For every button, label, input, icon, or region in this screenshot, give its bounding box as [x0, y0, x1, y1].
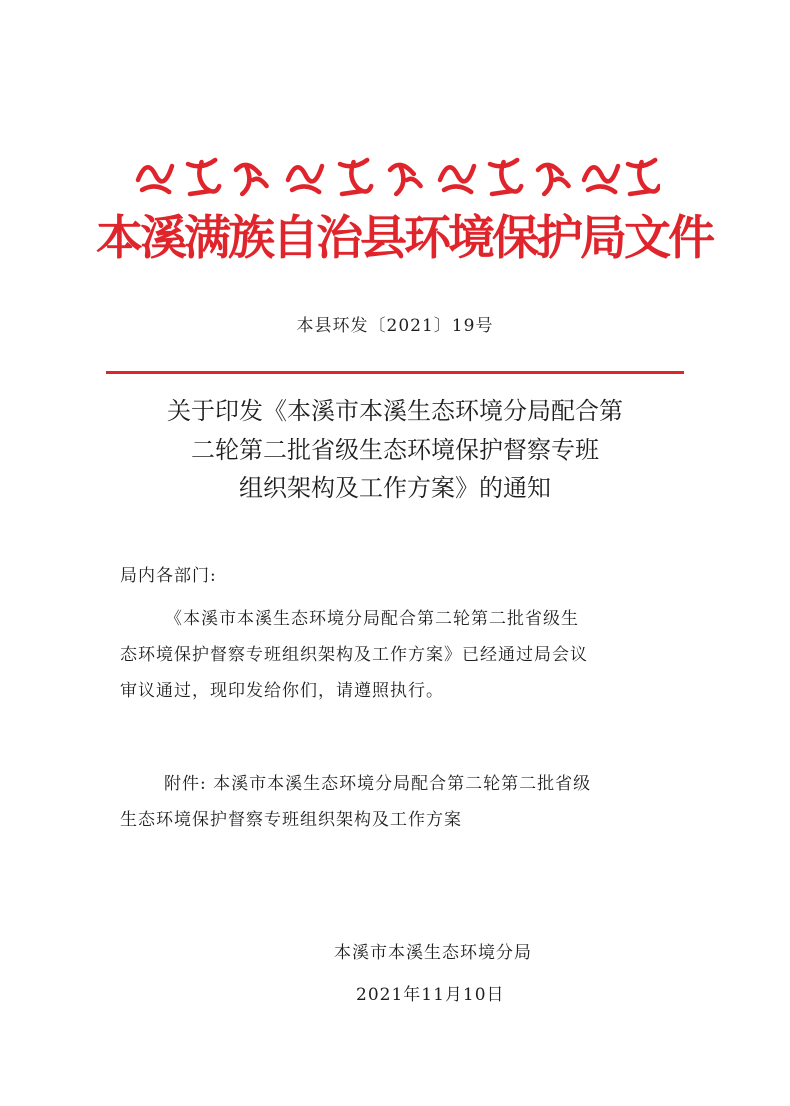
issue-date: 2021年11月10日 — [356, 985, 505, 1005]
mongolian-glyph — [236, 165, 267, 194]
mongolian-glyph — [490, 160, 521, 194]
mongolian-script-header — [128, 150, 660, 202]
issuer-name: 本溪市本溪生态环境分局 — [334, 943, 532, 963]
mongolian-glyph — [538, 165, 569, 194]
mongolian-glyph — [288, 166, 322, 192]
paragraph-line: 《本溪市本溪生态环境分局配合第二轮第二批省级生 — [165, 609, 579, 629]
mongolian-glyph — [584, 166, 618, 192]
mongolian-glyph — [390, 165, 421, 194]
notice-title — [80, 392, 710, 508]
mongolian-glyph — [340, 160, 371, 194]
attachment-line: 附件: 本溪市本溪生态环境分局配合第二轮第二批省级 — [164, 774, 592, 794]
paragraph-line: 态环境保护督察专班组织架构及工作方案》已经通过局会议 — [120, 645, 588, 665]
mongolian-glyph — [628, 160, 659, 194]
attachment-line: 生态环境保护督察专班组织架构及工作方案 — [120, 810, 462, 830]
mongolian-glyph — [440, 166, 474, 192]
notice-title-line: 二轮第二批省级生态环境保护督察专班 — [191, 435, 599, 464]
paragraph-line: 审议通过，现印发给你们，请遵照执行。 — [120, 681, 444, 701]
mongolian-glyph — [188, 160, 219, 194]
salutation: 局内各部门: — [120, 566, 217, 586]
red-divider-line — [106, 371, 684, 374]
attachment-note — [120, 766, 591, 838]
notice-title-line: 组织架构及工作方案》的通知 — [239, 474, 551, 502]
mongolian-glyph — [138, 166, 172, 192]
document-number: 本县环发〔2021〕19号 — [296, 316, 494, 336]
issuing-authority-title: 本溪满族自治县环境保护局文件 — [96, 211, 712, 266]
notice-title-line: 关于印发《本溪市本溪生态环境分局配合第 — [167, 397, 623, 425]
body-paragraph — [120, 601, 588, 709]
